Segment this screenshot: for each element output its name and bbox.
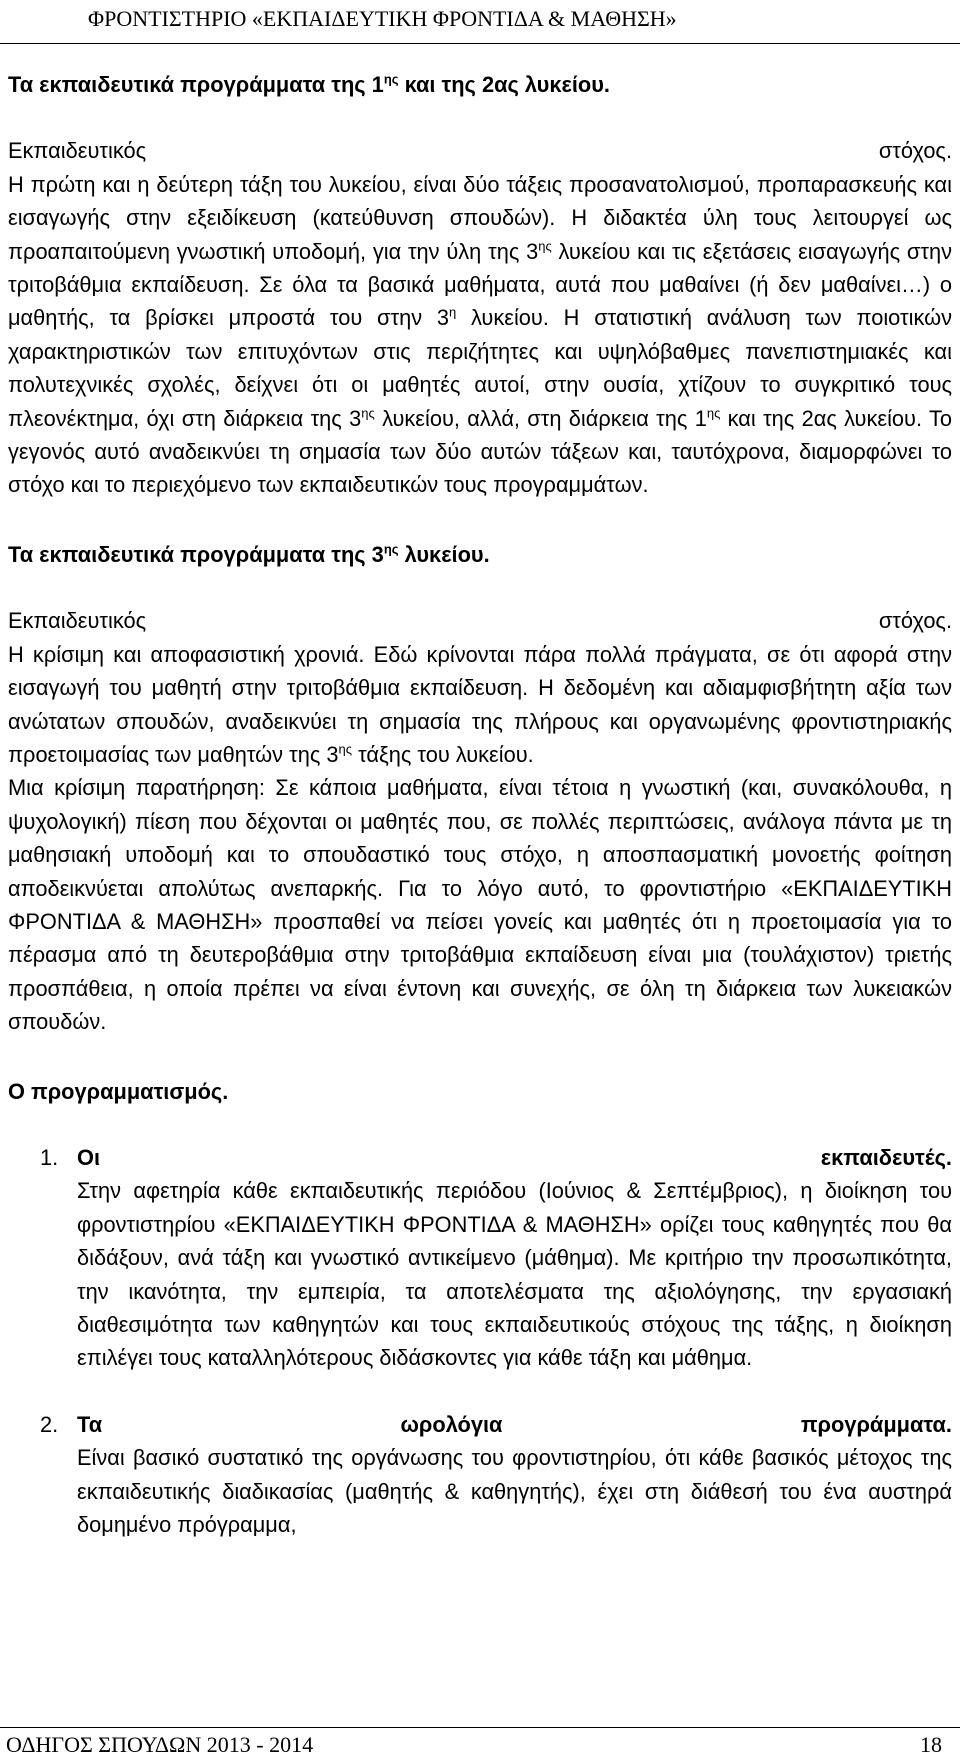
list-item-title: Οι εκπαιδευτές. bbox=[77, 1144, 952, 1170]
document-body bbox=[8, 68, 952, 1541]
footer-guide-title: ΟΔΗΓΟΣ ΣΠΟΥΔΩΝ 2013 - 2014 bbox=[6, 1732, 314, 1757]
goal-label: Εκπαιδευτικός στόχος. bbox=[8, 608, 952, 634]
goal-label: Εκπαιδευτικός στόχος. bbox=[8, 138, 952, 164]
page-footer bbox=[0, 1727, 960, 1761]
list-number: 2. bbox=[40, 1411, 59, 1437]
section-heading-3-lyceum: Τα εκπαιδευτικά προγράμματα της $3^{\eta\varsigma}$ λυκείου. bbox=[8, 541, 490, 567]
page-number: 18 bbox=[920, 1732, 942, 1757]
page-header bbox=[0, 0, 960, 44]
section-paragraph: Η κρίσιμη και αποφασιστική χρονιά. Εδώ κρίνονται πάρα πολλά πράγματα, σε ότι αφορά στην εισαγωγή του μαθητή στην τριτοβάθμια εκπαίδευση. Η δεδομένη και αδιαμφισβήτητη αξία των ανώτατων σπουδών, αναδεικνύει τη σημασία της πλήρους και οργανωμένης φροντιστηριακής προετοιμασίας των μαθητών της $3^{\eta\varsigma}$ τάξης του λυκείου. bbox=[8, 641, 952, 767]
list-item-text: Στην αφετηρία κάθε εκπαιδευτικής περιόδου (Ιούνιος & Σεπτέμβριος), η διοίκηση του φροντιστηρίου «ΕΚΠΑΙΔΕΥΤΙΚΗ ΦΡΟΝΤΙΔΑ & ΜΑΘΗΣΗ» ορίζει τους καθηγητές που θα διδάξουν, ανά τάξη και γνωστικό αντικείμενο (μάθημα). Με κριτήριο την προσωπικότητα, την ικανότητα, την εμπειρία, τα αποτελέσματα της αξιολόγησης, την εργασιακή διαθεσιμότητα των καθηγητών και τους εκπαιδευτικούς στόχους της τάξης, η διοίκηση επιλέγει τους καταλληλότερους διδάσκοντες για κάθε τάξη και μάθημα. bbox=[77, 1178, 952, 1371]
list-item bbox=[8, 1141, 952, 1375]
section-paragraph: Μια κρίσιμη παρατήρηση: Σε κάποια μαθήματα, είναι τέτοια η γνωστική (και, συνακόλουθα, η ψυχολογική) πίεση που δέχονται οι μαθητές που, σε πολλές περιπτώσεις, ανάλογα πάντα με τη μαθησιακή υποδομή και το σπουδαστικό τους στόχο, η αποσπασματική μονοετής φοίτηση αποδεικνύεται απολύτως ανεπαρκής. Για το λόγο αυτό, το φροντιστήριο «ΕΚΠΑΙΔΕΥΤΙΚΗ ΦΡΟΝΤΙΔΑ & ΜΑΘΗΣΗ» προσπαθεί να πείσει γονείς και μαθητές ότι η προετοιμασία για το πέρασμα από τη δευτεροβάθμια στην τριτοβάθμια εκπαίδευση είναι μια (τουλάχιστον) τριετής προσπάθεια, η οποία πρέπει να είναι έντονη και συνεχής, σε όλη τη διάρκεια των λυκειακών σπουδών. bbox=[8, 775, 952, 1035]
section-paragraph: Η πρώτη και η δεύτερη τάξη του λυκείου, είναι δύο τάξεις προσανατολισμού, προπαρασκευής και εισαγωγής στην εξειδίκευση (κατεύθυνση σπουδών). Η διδακτέα ύλη τους λειτουργεί ως προαπαιτούμενη γνωστική υποδομή, για την ύλη της $3^{\eta\varsigma}$ λυκείου και τις εξετάσεις εισαγωγής στην τριτοβάθμια εκπαίδευση. Σε όλα τα βασικά μαθήματα, αυτά που μαθαίνει (ή δεν μαθαίνει…) ο μαθητής, τα βρίσκει μπροστά του στην $3^\eta$ λυκείου. Η στατιστική ανάλυση των ποιοτικών χαρακτηριστικών των επιτυχόντων στις περιζήτητες και υψηλόβαθμες πανεπιστημιακές και πολυτεχνικές σχολές, δείχνει ότι οι μαθητές αυτοί, στην ουσία, χτίζουν το συγκριτικό τους πλεονέκτημα, όχι στη διάρκεια της $3^{\eta\varsigma}$ λυκείου, αλλά, στη διάρκεια της $1^{\eta\varsigma}$ και της 2ας λυκείου. Το γεγονός αυτό αναδεικνύει τη σημασία των δύο αυτών τάξεων και, ταυτόχρονα, διαμορφώνει το στόχο και το περιεχόμενο των εκπαιδευτικών τους προγραμμάτων. bbox=[8, 171, 953, 498]
header-title: ΦΡΟΝΤΙΣΤΗΡΙΟ «ΕΚΠΑΙΔΕΥΤΙΚΗ ΦΡΟΝΤΙΔΑ & ΜΑΘΗΣΗ» bbox=[88, 6, 677, 31]
section-heading-1-2-lyceum: Τα εκπαιδευτικά προγράμματα της $1^{\eta\varsigma}$ και της 2ας λυκείου. bbox=[8, 71, 610, 97]
list-item bbox=[8, 1408, 952, 1542]
programming-heading: Ο προγραμματισμός. bbox=[8, 1078, 229, 1104]
list-number: 1. bbox=[40, 1144, 59, 1170]
list-item-title: Τα ωρολόγια προγράμματα. bbox=[77, 1411, 952, 1437]
list-item-text: Είναι βασικό συστατικό της οργάνωσης του φροντιστηρίου, ότι κάθε βασικός μέτοχος της εκπαιδευτικής διαδικασίας (μαθητής & καθηγητής), έχει στη διάθεσή του ένα αυστηρά δομημένο πρόγραμμα, bbox=[77, 1445, 952, 1538]
